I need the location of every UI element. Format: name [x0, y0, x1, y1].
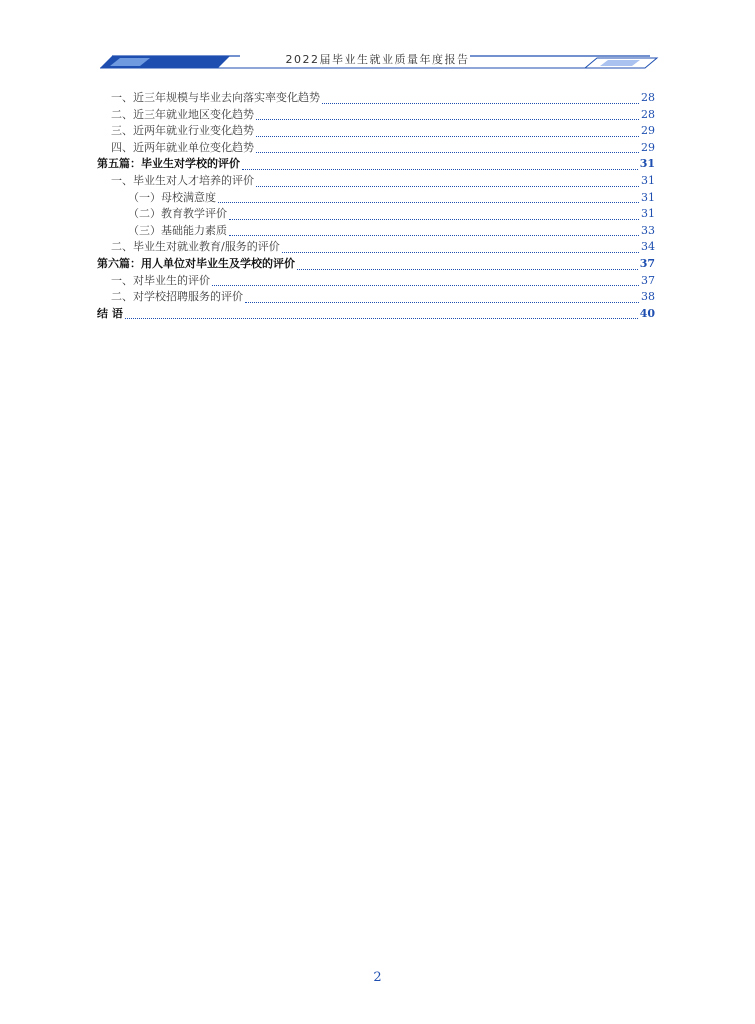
- page-header: [0, 0, 755, 80]
- toc-leader-dots: [242, 159, 638, 170]
- toc-entry[interactable]: [97, 239, 655, 256]
- toc-entry[interactable]: [97, 306, 655, 323]
- toc-entry-page: 28: [641, 107, 655, 121]
- toc-leader-dots: [256, 109, 639, 120]
- toc-entry[interactable]: [97, 273, 655, 290]
- toc-leader-dots: [245, 292, 639, 303]
- toc-entry-page: 34: [641, 240, 655, 254]
- toc-entry[interactable]: [97, 123, 655, 140]
- toc-entry-label: （一）母校满意度: [128, 190, 216, 204]
- toc-leader-dots: [229, 225, 639, 236]
- toc-entry-page: 37: [641, 273, 655, 287]
- toc-entry[interactable]: [97, 256, 655, 273]
- toc-entry-label: 四、近两年就业单位变化趋势: [111, 140, 254, 154]
- toc-leader-dots: [297, 259, 638, 270]
- toc-entry-page: 37: [639, 256, 655, 270]
- toc-entry-label: （二）教育教学评价: [128, 207, 227, 221]
- toc-leader-dots: [256, 126, 639, 137]
- table-of-contents: [97, 90, 655, 322]
- toc-entry-label: 一、近三年规模与毕业去向落实率变化趋势: [111, 91, 320, 104]
- toc-entry-label: 第五篇：毕业生对学校的评价: [97, 157, 240, 171]
- toc-entry-page: 38: [641, 290, 655, 304]
- toc-entry-label: 二、对学校招聘服务的评价: [111, 290, 243, 304]
- toc-entry-label: 一、毕业生对人才培养的评价: [111, 173, 254, 187]
- toc-entry-page: 33: [641, 223, 655, 237]
- toc-entry-page: 31: [641, 207, 655, 221]
- toc-entry[interactable]: [97, 156, 655, 173]
- toc-entry[interactable]: [97, 190, 655, 207]
- toc-entry-page: 31: [641, 173, 655, 187]
- toc-entry-label: 三、近两年就业行业变化趋势: [111, 124, 254, 138]
- toc-entry[interactable]: [97, 223, 655, 240]
- toc-entry-label: 二、毕业生对就业教育/服务的评价: [111, 240, 280, 254]
- toc-entry-page: 29: [641, 140, 655, 154]
- report-title: 2022届毕业生就业质量年度报告: [285, 53, 470, 66]
- toc-entry[interactable]: [97, 173, 655, 190]
- toc-entry-label: （三）基础能力素质: [128, 223, 227, 237]
- toc-leader-dots: [256, 142, 639, 153]
- toc-leader-dots: [212, 275, 639, 286]
- header-decoration: [0, 0, 755, 80]
- toc-entry-label: 结 语: [97, 306, 123, 320]
- toc-entry-label: 第六篇：用人单位对毕业生及学校的评价: [97, 256, 295, 270]
- toc-leader-dots: [256, 176, 639, 187]
- toc-entry[interactable]: [97, 140, 655, 157]
- page-number: 2: [373, 970, 382, 985]
- toc-leader-dots: [229, 209, 639, 220]
- toc-leader-dots: [125, 308, 638, 319]
- toc-entry[interactable]: [97, 289, 655, 306]
- toc-entry[interactable]: [97, 107, 655, 124]
- toc-leader-dots: [322, 93, 639, 104]
- toc-entry-page: 31: [641, 190, 655, 204]
- toc-leader-dots: [282, 242, 639, 253]
- toc-leader-dots: [218, 192, 639, 203]
- toc-entry-page: 29: [641, 124, 655, 138]
- toc-entry-page: 40: [639, 306, 655, 320]
- toc-entry-label: 二、近三年就业地区变化趋势: [111, 107, 254, 121]
- toc-entry[interactable]: [97, 206, 655, 223]
- toc-entry-page: 28: [641, 91, 655, 104]
- toc-entry[interactable]: [97, 90, 655, 107]
- toc-entry-label: 一、对毕业生的评价: [111, 273, 210, 287]
- toc-entry-page: 31: [639, 157, 655, 171]
